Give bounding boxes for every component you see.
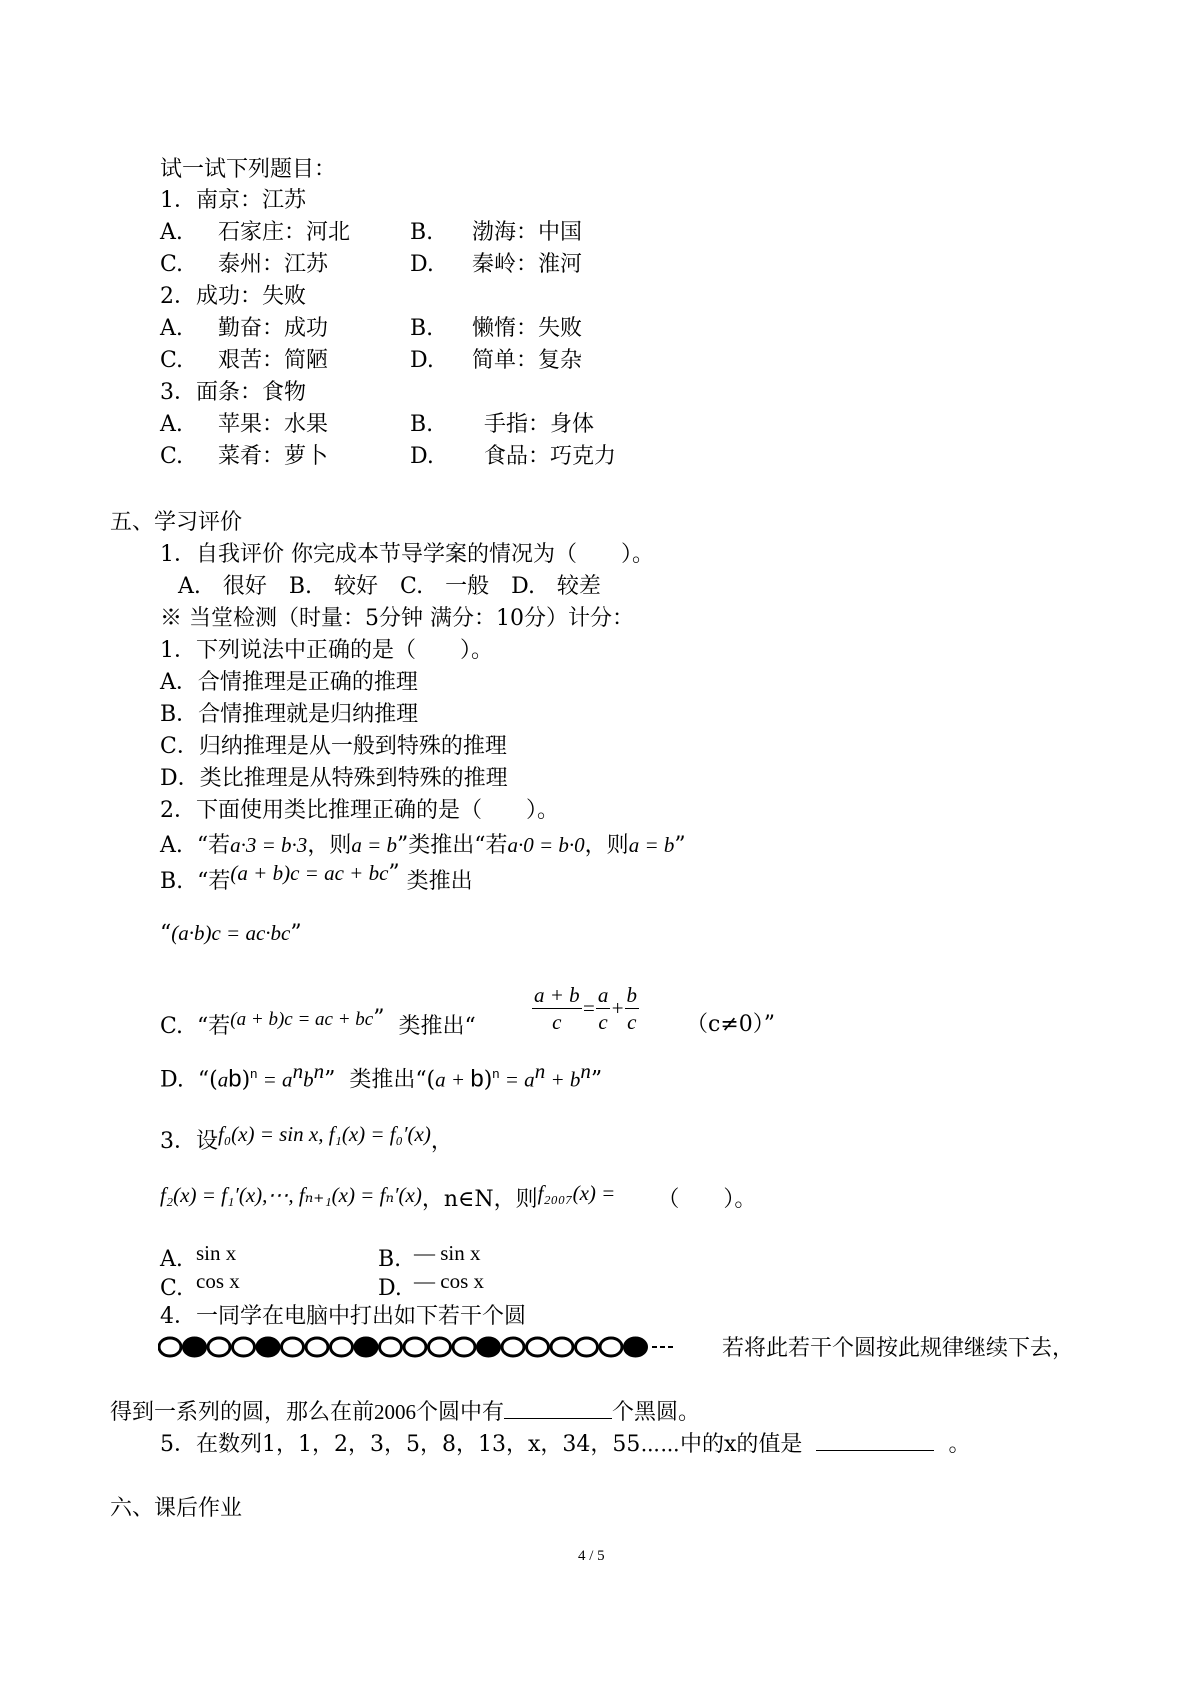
quiz2-c-mid: ”	[373, 1006, 385, 1031]
quiz2-d-n4: n	[492, 1066, 500, 1081]
q2-option-c-label: C.	[160, 348, 184, 373]
white-circle	[159, 1338, 181, 1356]
white-circle	[331, 1338, 353, 1356]
quiz1-option-c: C．归纳推理是从一般到特殊的推理	[160, 734, 507, 759]
q1-option-a-label: A.	[160, 220, 183, 245]
white-circle	[233, 1338, 255, 1356]
quiz2-d-post: 类推出“(	[349, 1067, 436, 1093]
q1-option-c-label: C.	[160, 252, 184, 277]
q3-option-c: 菜肴：萝卜	[218, 444, 329, 469]
quiz1-option-a: A．合情推理是正确的推理	[160, 670, 418, 695]
q3-option-d: 食品：巧克力	[484, 444, 617, 469]
q2-stem: 2．成功：失败	[160, 284, 306, 309]
quiz2-d-pre: “(	[197, 1067, 218, 1093]
quiz3-option-b-label: B.	[378, 1247, 402, 1272]
quiz2-b-mid: ”	[388, 861, 400, 886]
quiz5-answer-blank[interactable]	[816, 1428, 934, 1451]
quiz2-c-fraction-expression	[532, 982, 639, 1042]
quiz2-c-frac3-num: b	[626, 983, 638, 1007]
quiz2-c-condition: （c≠0）”	[686, 1012, 775, 1037]
quiz4-line2	[110, 1396, 700, 1426]
quiz2-b-expr1: (a + b)c = ac + bc	[230, 861, 389, 885]
quiz3-option-d-label: D.	[378, 1276, 402, 1301]
quiz2-b-cont-close: ”	[290, 921, 302, 946]
quiz4-line2-end: 个黑圆。	[612, 1400, 701, 1425]
white-circle	[404, 1338, 426, 1356]
quiz2-c-label: C.	[160, 1014, 184, 1039]
quiz2-a-mid3: ，则	[584, 833, 629, 858]
quiz4-line2-pre: 得到一系列的圆，那么在前	[110, 1400, 375, 1425]
quiz-header: ※ 当堂检测（时量：5分钟 满分：10分）计分：	[160, 606, 634, 631]
quiz4-answer-blank[interactable]	[504, 1396, 612, 1419]
quiz3-stem-pre: 3．设	[160, 1129, 218, 1154]
white-circle	[576, 1338, 598, 1356]
quiz3-line2-expr: f₂(x) = f₁′(x),⋯, fₙ₊₁(x) = fₙ′(x)	[160, 1183, 422, 1207]
q1-option-a: 石家庄：河北	[218, 220, 351, 245]
quiz3-option-b: — sin x	[414, 1241, 481, 1265]
quiz2-d-n6: n	[580, 1059, 591, 1083]
quiz2-c-frac1-den: c	[552, 1010, 562, 1034]
quiz2-d-a2: a +	[435, 1067, 471, 1092]
quiz4-line2-num: 2006	[374, 1400, 417, 1424]
q2-option-a: 勤奋：成功	[218, 316, 329, 341]
self-eval-options: A. 很好 B. 较好 C. 一般 D. 较差	[178, 574, 601, 599]
self-eval-question: 1．自我评价 你完成本节导学案的情况为（ ）。	[160, 542, 654, 567]
quiz2-b-pre: “若	[197, 869, 231, 894]
quiz2-b-cont-open: “	[160, 921, 172, 946]
quiz2-c-frac1-num: a + b	[534, 983, 580, 1007]
q1-option-d-label: D.	[410, 252, 434, 277]
quiz2-b-continuation	[160, 918, 302, 948]
q1-stem: 1．南京：江苏	[160, 188, 306, 213]
white-circle	[429, 1338, 451, 1356]
quiz2-d-close2: )	[483, 1067, 493, 1093]
q3-option-a-label: A.	[160, 412, 183, 437]
q2-option-d: 简单：复杂	[472, 348, 583, 373]
quiz3-line2-f: f₂₀₀₇(x) =	[537, 1181, 616, 1205]
circle-sequence	[158, 1332, 718, 1362]
quiz2-c-frac3-den: c	[627, 1010, 637, 1034]
quiz3-line1-end: ，	[430, 1129, 453, 1154]
black-circle	[257, 1338, 279, 1356]
quiz2-c-frac1	[532, 982, 582, 1035]
q1-option-b: 渤海：中国	[472, 220, 583, 245]
white-circle	[380, 1338, 402, 1356]
white-circle	[306, 1338, 328, 1356]
quiz4-line2-mid: 个圆中有	[416, 1400, 505, 1425]
quiz3-line1	[160, 1122, 453, 1156]
quiz2-b-cont-expr: (a·b)c = ac·bc	[171, 921, 291, 945]
quiz5-pre: 5．在数列	[160, 1432, 262, 1457]
quiz2-d-plus: + b	[545, 1067, 581, 1092]
quiz2-a-label: A.	[160, 833, 183, 858]
q3-stem: 3．面条：食物	[160, 380, 306, 405]
quiz2-a-expr3: a·0 = b·0	[507, 833, 585, 857]
q2-option-b-label: B.	[410, 316, 434, 341]
q2-option-c: 艰苦：简陋	[218, 348, 329, 373]
quiz5-x: x	[724, 1432, 737, 1457]
quiz2-c-pre: “若	[197, 1014, 231, 1039]
white-circle	[527, 1338, 549, 1356]
q2-option-a-label: A.	[160, 316, 183, 341]
white-circle	[282, 1338, 304, 1356]
quiz2-a-expr4: a = b	[628, 833, 675, 857]
quiz2-c-eq: =	[581, 996, 596, 1020]
quiz1-stem: 1．下列说法中正确的是（ ）。	[160, 638, 493, 663]
q3-option-d-label: D.	[410, 444, 434, 469]
quiz2-c-frac2-den: c	[598, 1010, 608, 1034]
quiz1-option-b: B．合情推理就是归纳推理	[160, 702, 419, 727]
quiz2-d-n3: n	[313, 1059, 325, 1083]
quiz3-option-a-label: A.	[160, 1247, 183, 1272]
quiz2-c-lead	[160, 1006, 476, 1042]
quiz2-d-end1: ”	[324, 1067, 336, 1093]
white-circle	[502, 1338, 524, 1356]
quiz2-d-end2: ”	[590, 1067, 603, 1093]
quiz5-end: 。	[948, 1432, 971, 1457]
white-circle	[208, 1338, 230, 1356]
quiz2-d-eq1: = a	[257, 1067, 293, 1092]
white-circle	[600, 1338, 622, 1356]
quiz2-d-b2: b	[303, 1067, 314, 1092]
q1-option-c: 泰州：江苏	[218, 252, 329, 277]
q3-option-c-label: C.	[160, 444, 184, 469]
quiz2-d-a: a	[217, 1067, 229, 1092]
quiz2-d-eq2: = a	[499, 1067, 535, 1092]
quiz3-line2	[160, 1181, 757, 1214]
quiz2-a-expr2: a = b	[351, 833, 397, 857]
quiz2-a-mid1: ，则	[307, 833, 352, 858]
quiz2-c-frac3	[625, 982, 640, 1035]
quiz5-line	[160, 1428, 970, 1458]
q3-option-b: 手指：身体	[484, 412, 595, 437]
quiz5-mid: 中的	[679, 1432, 724, 1457]
section5-title: 五、学习评价	[110, 510, 243, 535]
black-circle	[355, 1338, 377, 1356]
quiz2-d-n5: n	[534, 1059, 546, 1083]
black-circle	[478, 1338, 500, 1356]
quiz2-c-plus: +	[610, 996, 625, 1020]
quiz2-d-label: D.	[160, 1067, 184, 1093]
quiz5-seq: 1，1，2，3，5，8，13，x，34，55⋯⋯	[262, 1432, 680, 1457]
page-number: 4 / 5	[578, 1548, 605, 1564]
quiz3-option-a: sin x	[196, 1241, 237, 1265]
quiz4-stem: 4．一同学在电脑中打出如下若干个圆	[160, 1304, 526, 1329]
quiz4-tail: 若将此若干个圆按此规律继续下去，	[722, 1336, 1075, 1361]
quiz2-c-post: 类推出“	[398, 1014, 476, 1039]
quiz2-d-n2: n	[292, 1059, 304, 1083]
quiz2-a-end: ”	[674, 833, 686, 858]
quiz2-option-b	[160, 861, 473, 896]
q3-option-a: 苹果：水果	[218, 412, 329, 437]
section6-title: 六、课后作业	[110, 1496, 243, 1521]
quiz2-d-b3: b	[470, 1065, 484, 1093]
quiz2-b-label: B.	[160, 869, 184, 894]
quiz3-option-c: cos x	[196, 1269, 240, 1293]
quiz3-line2-end: （ ）。	[657, 1187, 757, 1212]
quiz2-a-pre: “若	[196, 833, 231, 858]
q2-option-d-label: D.	[410, 348, 434, 373]
quiz3-option-c-label: C.	[160, 1276, 184, 1301]
quiz2-a-mid2: ”类推出“若	[397, 833, 508, 858]
quiz1-option-d: D．类比推理是从特殊到特殊的推理	[160, 766, 508, 791]
black-circle	[625, 1338, 647, 1356]
try-intro: 试一试下列题目：	[160, 157, 337, 182]
quiz2-b-post: 类推出	[406, 869, 473, 894]
quiz2-d-close: )	[241, 1067, 251, 1093]
white-circle	[551, 1338, 573, 1356]
quiz2-stem: 2．下面使用类比推理正确的是（ ）。	[160, 798, 559, 823]
quiz2-c-expr1: (a + b)c = ac + bc	[230, 1009, 374, 1030]
quiz3-option-d: — cos x	[414, 1269, 484, 1293]
black-circle	[184, 1338, 206, 1356]
q2-option-b: 懒惰：失败	[472, 316, 583, 341]
quiz2-d-b: b	[228, 1065, 242, 1093]
quiz2-c-frac2-num: a	[597, 983, 609, 1007]
q3-option-b-label: B.	[410, 412, 434, 437]
quiz2-d-n1: n	[250, 1066, 258, 1081]
white-circle	[453, 1338, 475, 1356]
quiz5-post: 的值是	[736, 1432, 803, 1457]
q1-option-b-label: B.	[410, 220, 434, 245]
q1-option-d: 秦岭：淮河	[472, 252, 583, 277]
quiz3-line1-expr: f₀(x) = sin x, f₁(x) = f₀′(x)	[218, 1122, 431, 1146]
quiz2-option-d	[160, 1056, 603, 1093]
quiz2-a-expr1: a·3 = b·3	[230, 833, 308, 857]
quiz3-line2-mid: ，n∈N，则	[421, 1187, 538, 1212]
quiz2-option-a	[160, 830, 686, 860]
quiz2-c-frac2	[596, 982, 611, 1035]
